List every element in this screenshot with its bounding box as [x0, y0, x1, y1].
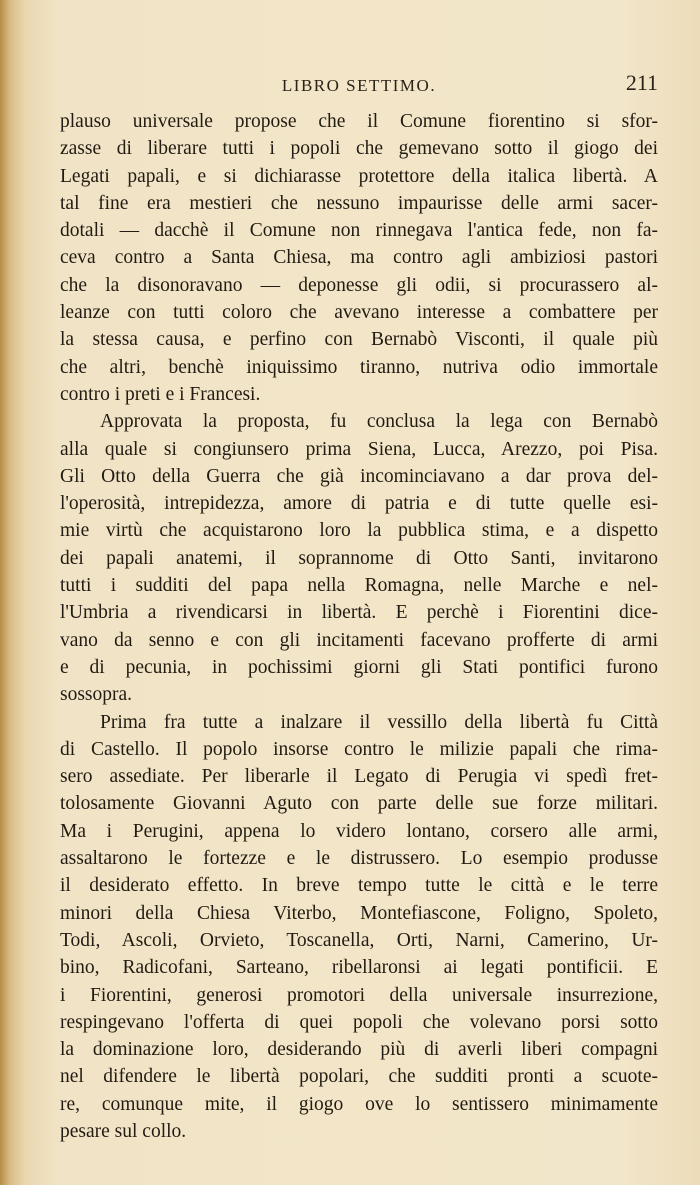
text-line: leanze con tutti coloro che avevano interesse a combattere per	[60, 302, 658, 324]
text-line: la stessa causa, e perfino con Bernabò Visconti, il quale più	[60, 329, 658, 351]
running-title: LIBRO SETTIMO.	[281, 76, 437, 95]
text-line: l'operosità, intrepidezza, amore di patria e di tutte quelle esi-	[60, 493, 658, 515]
text-line: plauso universale propose che il Comune fiorentino si sfor-	[60, 111, 658, 132]
page-header	[60, 68, 658, 98]
text-line: nel difendere le libertà popolari, che sudditi pronti a scuote-	[60, 1066, 658, 1088]
text-line: bino, Radicofani, Sarteano, ribellaronsi ai legati pontificii. E	[60, 957, 658, 979]
text-line: respingevano l'offerta di quei popoli che volevano porsi sotto	[60, 1011, 658, 1033]
text-line: che la disonoravano — deponesse gli odii, si procurassero al-	[60, 274, 658, 296]
text-line: tutti i sudditi del papa nella Romagna, nelle Marche e nel-	[60, 575, 658, 597]
text-line: che altri, benchè iniquissimo tiranno, nutriva odio immortale	[60, 356, 658, 378]
text-line: re, comunque mite, il giogo ove lo sentissero minimamente	[60, 1093, 658, 1115]
text-line: la dominazione loro, desiderando più di averli liberi compagni	[60, 1039, 658, 1061]
text-line: Ma i Perugini, appena lo videro lontano, corsero alle armi,	[60, 820, 658, 842]
text-line: assaltarono le fortezze e le distrussero. Lo esempio produsse	[60, 848, 658, 870]
paragraph-last-line: sossopra.	[60, 684, 133, 706]
text-line: il desiderato effetto. In breve tempo tutte le città e le terre	[60, 875, 658, 897]
text-line: zasse di liberare tutti i popoli che gemevano sotto il giogo dei	[60, 138, 658, 160]
text-line: e di pecunia, in pochissimi giorni gli Stati pontifici furono	[60, 656, 658, 678]
text-line: alla quale si congiunsero prima Siena, Lucca, Arezzo, poi Pisa.	[60, 438, 658, 460]
text-line: Gli Otto della Guerra che già incominciavano a dar prova del-	[60, 465, 658, 487]
text-line: Todi, Ascoli, Orvieto, Toscanella, Orti, Narni, Camerino, Ur-	[60, 929, 658, 951]
paragraph-last-line: contro i preti e i Francesi.	[60, 383, 261, 405]
text-line: sero assediate. Per liberarle il Legato di Perugia vi spedì fret-	[60, 766, 658, 788]
page-number: 211	[625, 70, 658, 95]
text-line: l'Umbria a rivendicarsi in libertà. E perchè i Fiorentini dice-	[60, 602, 658, 624]
paragraph-last-line: pesare sul collo.	[60, 1120, 187, 1142]
text-line: Legati papali, e si dichiarasse protettore della italica libertà. A	[60, 165, 658, 187]
body-text	[60, 108, 658, 1145]
text-line: vano da senno e con gli incitamenti facevano profferte di armi	[60, 629, 658, 651]
text-line: ceva contro a Santa Chiesa, ma contro agli ambiziosi pastori	[60, 247, 658, 269]
text-line: dei papali anatemi, il soprannome di Otto Santi, invitarono	[60, 547, 658, 569]
text-line: tolosamente Giovanni Aguto con parte delle sue forze militari.	[60, 793, 658, 815]
text-line: dotali — dacchè il Comune non rinnegava l'antica fede, non fa-	[60, 220, 658, 242]
text-line: i Fiorentini, generosi promotori della universale insurrezione,	[60, 984, 658, 1006]
text-line: di Castello. Il popolo insorse contro le milizie papali che rima-	[60, 738, 658, 760]
text-line: minori della Chiesa Viterbo, Montefiascone, Foligno, Spoleto,	[60, 902, 658, 924]
paragraph-first-line: Approvata la proposta, fu conclusa la lega con Bernabò	[100, 411, 658, 433]
paragraph-first-line: Prima fra tutte a inalzare il vessillo della libertà fu Città	[100, 711, 658, 733]
text-line: tal fine era mestieri che nessuno impaurisse delle armi sacer-	[60, 192, 658, 214]
text-line: mie virtù che acquistarono loro la pubblica stima, e a dispetto	[60, 520, 658, 542]
